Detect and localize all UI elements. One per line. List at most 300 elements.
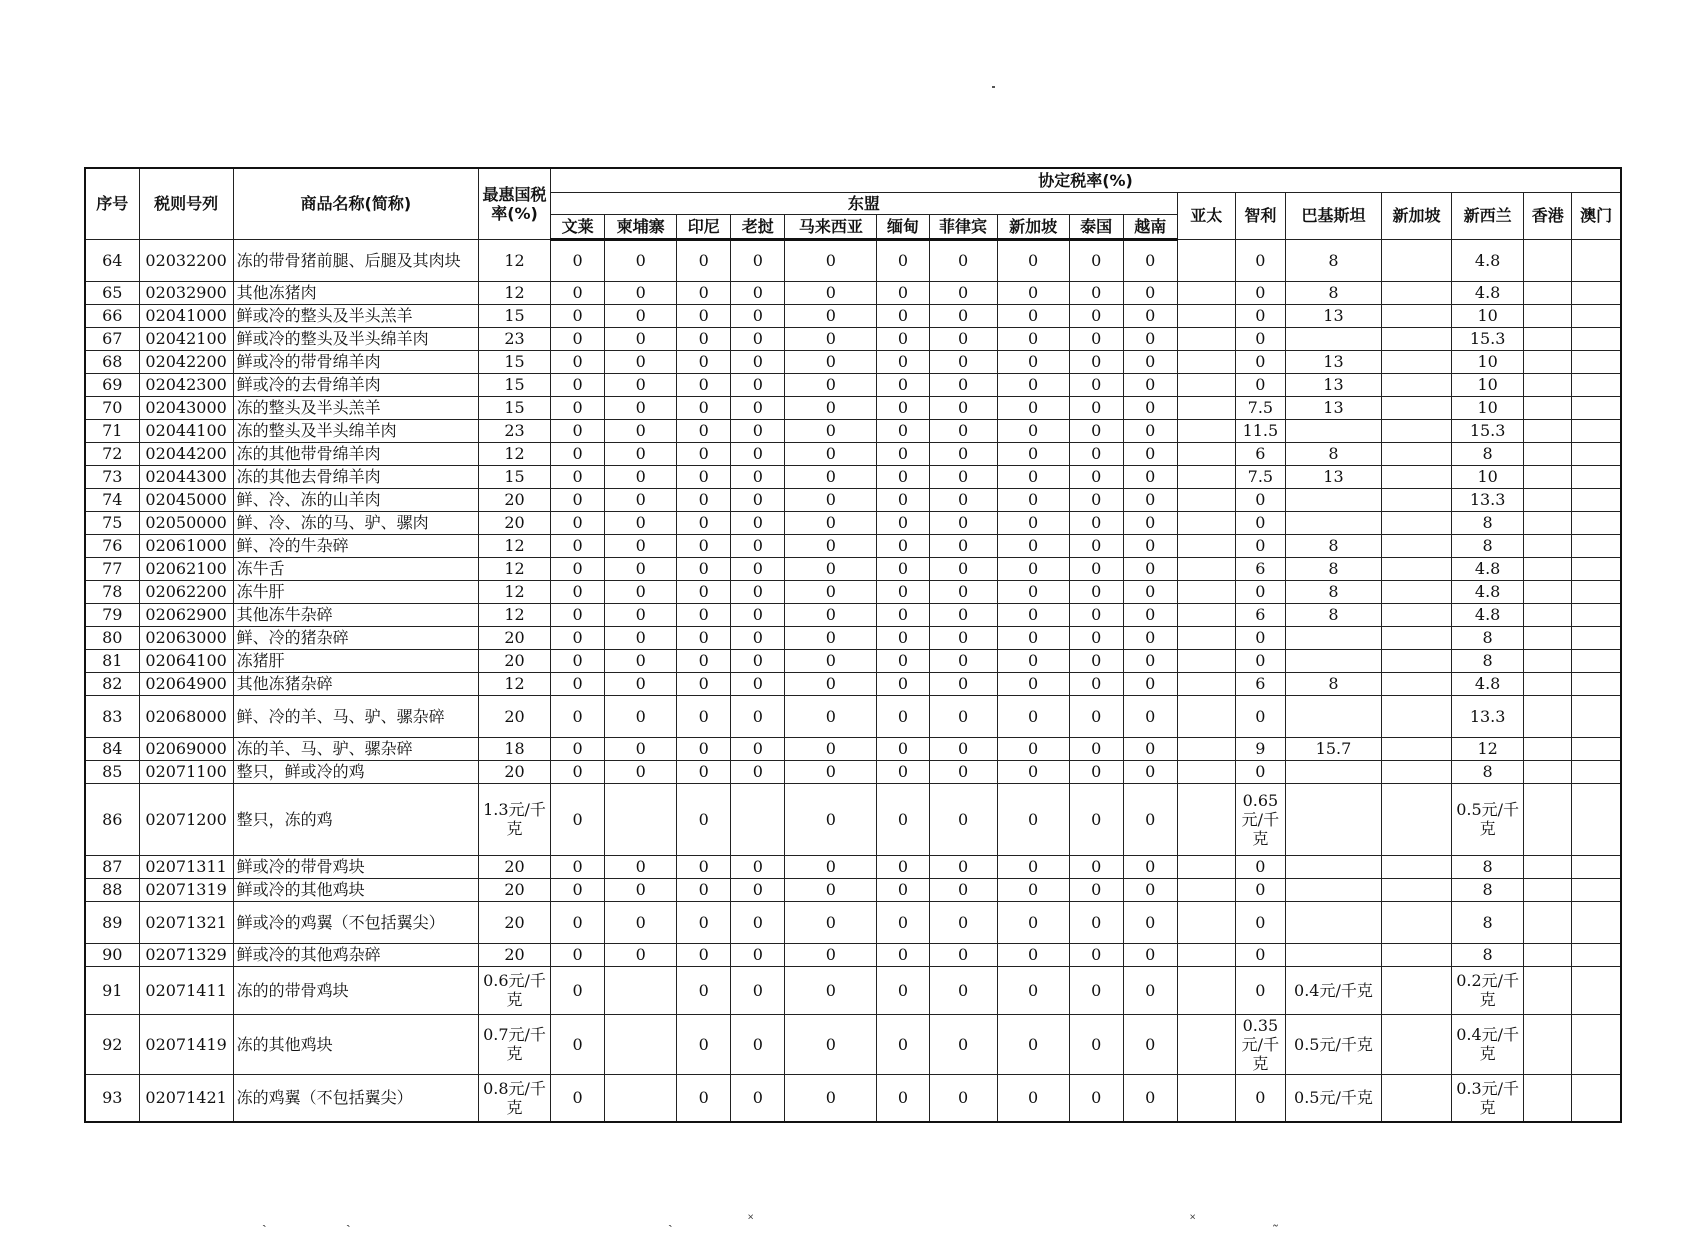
asean-rate-cell: 0 — [877, 327, 929, 350]
asean-rate-cell: 0 — [929, 511, 997, 534]
asean-rate-cell: 0 — [1123, 396, 1177, 419]
asean-rate-cell: 0 — [605, 878, 677, 901]
asean-rate-cell: 0 — [1069, 855, 1123, 878]
apta-rate-cell — [1177, 534, 1235, 557]
code-cell: 02042100 — [139, 327, 233, 350]
hongkong-rate-cell — [1524, 901, 1572, 943]
macau-rate-cell — [1572, 737, 1621, 760]
singapore-rate-cell — [1382, 783, 1452, 855]
product-name-cell: 冻牛肝 — [233, 580, 478, 603]
chile-rate-cell: 0 — [1235, 878, 1285, 901]
table-row — [85, 239, 1621, 281]
agreement-rate-header: 协定税率(%) — [551, 168, 1621, 192]
asean-rate-cell: 0 — [997, 966, 1069, 1014]
asean-rate-cell: 0 — [929, 534, 997, 557]
singapore-rate-cell — [1382, 626, 1452, 649]
asean-rate-cell: 0 — [929, 695, 997, 737]
asean-rate-cell: 0 — [731, 580, 785, 603]
asean-rate-cell: 0 — [1123, 488, 1177, 511]
asean-rate-cell: 0 — [1069, 760, 1123, 783]
hongkong-rate-cell — [1524, 672, 1572, 695]
asean-rate-cell: 0 — [929, 239, 997, 281]
asean-rate-cell: 0 — [929, 304, 997, 327]
hongkong-rate-cell — [1524, 488, 1572, 511]
table-row — [85, 281, 1621, 304]
mfn-rate-cell: 23 — [478, 419, 550, 442]
mfn-rate-cell: 15 — [478, 373, 550, 396]
pakistan-rate-cell — [1285, 649, 1381, 672]
pakistan-rate-cell: 0.4元/千克 — [1285, 966, 1381, 1014]
code-cell: 02071311 — [139, 855, 233, 878]
asean-rate-cell: 0 — [677, 737, 731, 760]
hongkong-rate-cell — [1524, 465, 1572, 488]
macau-rate-cell — [1572, 534, 1621, 557]
asean-rate-cell: 0 — [929, 783, 997, 855]
product-name-cell: 鲜、冷的牛杂碎 — [233, 534, 478, 557]
singapore-rate-cell — [1382, 760, 1452, 783]
hongkong-rate-cell — [1524, 534, 1572, 557]
asean-rate-cell: 0 — [929, 442, 997, 465]
tariff-rows — [85, 239, 1621, 1122]
newzealand-rate-cell: 8 — [1452, 442, 1524, 465]
apta-rate-cell — [1177, 783, 1235, 855]
asean-rate-cell: 0 — [677, 943, 731, 966]
asean-rate-cell: 0 — [731, 966, 785, 1014]
product-name-cell: 冻的的带骨鸡块 — [233, 966, 478, 1014]
asean-rate-cell: 0 — [605, 603, 677, 626]
asean-rate-cell: 0 — [929, 281, 997, 304]
seq-cell: 85 — [85, 760, 139, 783]
mfn-rate-cell: 20 — [478, 488, 550, 511]
singapore-rate-cell — [1382, 419, 1452, 442]
singapore-rate-cell — [1382, 488, 1452, 511]
asean-rate-cell: 0 — [551, 350, 605, 373]
asean-rate-cell: 0 — [551, 603, 605, 626]
asean-rate-cell: 0 — [929, 419, 997, 442]
asean-rate-cell: 0 — [877, 239, 929, 281]
asean-rate-cell: 0 — [1123, 350, 1177, 373]
asean-rate-cell: 0 — [605, 327, 677, 350]
macau-rate-cell — [1572, 350, 1621, 373]
asean-rate-cell — [605, 966, 677, 1014]
asean-rate-cell: 0 — [1069, 442, 1123, 465]
code-cell: 02044200 — [139, 442, 233, 465]
asean-rate-cell: 0 — [997, 1074, 1069, 1122]
asean-rate-cell: 0 — [1069, 626, 1123, 649]
newzealand-rate-cell: 8 — [1452, 901, 1524, 943]
asean-rate-cell — [605, 1074, 677, 1122]
table-row — [85, 442, 1621, 465]
hongkong-rate-cell — [1524, 1014, 1572, 1074]
seq-cell: 78 — [85, 580, 139, 603]
asean-rate-cell: 0 — [551, 1014, 605, 1074]
singapore-rate-cell — [1382, 534, 1452, 557]
macau-rate-cell — [1572, 419, 1621, 442]
pakistan-rate-cell — [1285, 419, 1381, 442]
asean-rate-cell: 0 — [785, 737, 877, 760]
chile-rate-cell: 0 — [1235, 760, 1285, 783]
asean-rate-cell: 0 — [1069, 557, 1123, 580]
mfn-rate-cell: 12 — [478, 534, 550, 557]
apta-rate-cell — [1177, 603, 1235, 626]
chile-rate-cell: 0 — [1235, 327, 1285, 350]
col-hongkong-header: 香港 — [1524, 192, 1572, 239]
hongkong-rate-cell — [1524, 943, 1572, 966]
macau-rate-cell — [1572, 783, 1621, 855]
newzealand-rate-cell: 4.8 — [1452, 672, 1524, 695]
asean-rate-cell: 0 — [731, 465, 785, 488]
asean-rate-cell: 0 — [605, 649, 677, 672]
asean-rate-cell: 0 — [677, 695, 731, 737]
asean-rate-cell: 0 — [551, 783, 605, 855]
asean-rate-cell: 0 — [677, 1014, 731, 1074]
macau-rate-cell — [1572, 557, 1621, 580]
asean-rate-cell: 0 — [677, 419, 731, 442]
asean-rate-cell: 0 — [929, 672, 997, 695]
asean-rate-cell: 0 — [997, 783, 1069, 855]
asean-rate-cell: 0 — [551, 465, 605, 488]
seq-cell: 73 — [85, 465, 139, 488]
chile-rate-cell: 11.5 — [1235, 419, 1285, 442]
apta-rate-cell — [1177, 878, 1235, 901]
asean-rate-cell: 0 — [551, 943, 605, 966]
asean-rate-cell: 0 — [785, 511, 877, 534]
asean-rate-cell: 0 — [731, 901, 785, 943]
asean-rate-cell: 0 — [677, 465, 731, 488]
asean-rate-cell: 0 — [997, 327, 1069, 350]
code-cell: 02062100 — [139, 557, 233, 580]
pakistan-rate-cell: 0.5元/千克 — [1285, 1074, 1381, 1122]
pakistan-rate-cell — [1285, 878, 1381, 901]
hongkong-rate-cell — [1524, 1074, 1572, 1122]
apta-rate-cell — [1177, 943, 1235, 966]
seq-cell: 77 — [85, 557, 139, 580]
asean-rate-cell: 0 — [929, 465, 997, 488]
singapore-rate-cell — [1382, 396, 1452, 419]
asean-rate-cell: 0 — [731, 239, 785, 281]
macau-rate-cell — [1572, 373, 1621, 396]
asean-rate-cell: 0 — [605, 580, 677, 603]
macau-rate-cell — [1572, 943, 1621, 966]
seq-cell: 65 — [85, 281, 139, 304]
seq-cell: 84 — [85, 737, 139, 760]
mfn-rate-cell: 20 — [478, 626, 550, 649]
hongkong-rate-cell — [1524, 966, 1572, 1014]
seq-cell: 80 — [85, 626, 139, 649]
asean-rate-cell: 0 — [877, 783, 929, 855]
table-row — [85, 350, 1621, 373]
seq-cell: 93 — [85, 1074, 139, 1122]
chile-rate-cell: 6 — [1235, 603, 1285, 626]
asean-rate-cell: 0 — [877, 488, 929, 511]
product-name-cell: 鲜或冷的整头及半头绵羊肉 — [233, 327, 478, 350]
apta-rate-cell — [1177, 580, 1235, 603]
macau-rate-cell — [1572, 511, 1621, 534]
table-row — [85, 1074, 1621, 1122]
product-name-cell: 鲜或冷的其他鸡杂碎 — [233, 943, 478, 966]
product-name-cell: 鲜或冷的带骨鸡块 — [233, 855, 478, 878]
pakistan-rate-cell: 8 — [1285, 281, 1381, 304]
singapore-rate-cell — [1382, 327, 1452, 350]
asean-rate-cell: 0 — [677, 580, 731, 603]
asean-rate-cell: 0 — [551, 1074, 605, 1122]
macau-rate-cell — [1572, 672, 1621, 695]
col-asean-member-header: 菲律宾 — [929, 214, 997, 239]
asean-rate-cell: 0 — [929, 626, 997, 649]
seq-cell: 67 — [85, 327, 139, 350]
newzealand-rate-cell: 10 — [1452, 465, 1524, 488]
asean-rate-cell: 0 — [785, 534, 877, 557]
asean-rate-cell: 0 — [877, 1014, 929, 1074]
pakistan-rate-cell: 13 — [1285, 304, 1381, 327]
singapore-rate-cell — [1382, 465, 1452, 488]
table-row — [85, 672, 1621, 695]
asean-rate-cell: 0 — [605, 442, 677, 465]
hongkong-rate-cell — [1524, 557, 1572, 580]
asean-rate-cell: 0 — [785, 442, 877, 465]
table-row — [85, 373, 1621, 396]
chile-rate-cell: 0 — [1235, 943, 1285, 966]
chile-rate-cell: 6 — [1235, 442, 1285, 465]
asean-rate-cell: 0 — [1123, 878, 1177, 901]
asean-rate-cell: 0 — [551, 855, 605, 878]
singapore-rate-cell — [1382, 901, 1452, 943]
table-row — [85, 737, 1621, 760]
asean-rate-cell: 0 — [997, 488, 1069, 511]
asean-rate-cell: 0 — [551, 760, 605, 783]
mfn-rate-cell: 12 — [478, 442, 550, 465]
asean-rate-cell: 0 — [677, 281, 731, 304]
code-cell: 02032900 — [139, 281, 233, 304]
mfn-rate-cell: 20 — [478, 901, 550, 943]
asean-rate-cell: 0 — [785, 373, 877, 396]
seq-cell: 92 — [85, 1014, 139, 1074]
asean-rate-cell: 0 — [1123, 327, 1177, 350]
asean-rate-cell: 0 — [877, 878, 929, 901]
pakistan-rate-cell — [1285, 488, 1381, 511]
table-row — [85, 943, 1621, 966]
asean-rate-cell: 0 — [605, 396, 677, 419]
asean-rate-cell: 0 — [929, 649, 997, 672]
newzealand-rate-cell: 0.2元/千克 — [1452, 966, 1524, 1014]
asean-rate-cell: 0 — [731, 511, 785, 534]
pakistan-rate-cell — [1285, 855, 1381, 878]
asean-rate-cell: 0 — [785, 1074, 877, 1122]
asean-rate-cell: 0 — [1069, 465, 1123, 488]
code-cell: 02071419 — [139, 1014, 233, 1074]
asean-rate-cell: 0 — [1123, 603, 1177, 626]
col-asean-member-header: 越南 — [1123, 214, 1177, 239]
asean-rate-cell: 0 — [551, 966, 605, 1014]
asean-rate-cell: 0 — [551, 304, 605, 327]
code-cell: 02043000 — [139, 396, 233, 419]
mfn-rate-cell: 20 — [478, 760, 550, 783]
asean-rate-cell: 0 — [605, 672, 677, 695]
hongkong-rate-cell — [1524, 419, 1572, 442]
asean-rate-cell: 0 — [997, 901, 1069, 943]
macau-rate-cell — [1572, 878, 1621, 901]
asean-rate-cell: 0 — [1069, 695, 1123, 737]
table-row — [85, 396, 1621, 419]
asean-rate-cell: 0 — [1069, 327, 1123, 350]
asean-rate-cell: 0 — [929, 1074, 997, 1122]
code-cell: 02064100 — [139, 649, 233, 672]
newzealand-rate-cell: 8 — [1452, 511, 1524, 534]
asean-rate-cell: 0 — [605, 695, 677, 737]
code-cell: 02042300 — [139, 373, 233, 396]
asean-rate-cell: 0 — [785, 760, 877, 783]
asean-rate-cell: 0 — [1123, 373, 1177, 396]
asean-rate-cell: 0 — [677, 966, 731, 1014]
asean-rate-cell: 0 — [731, 534, 785, 557]
asean-rate-cell: 0 — [1069, 511, 1123, 534]
asean-rate-cell: 0 — [731, 878, 785, 901]
asean-rate-cell: 0 — [997, 304, 1069, 327]
pakistan-rate-cell: 13 — [1285, 350, 1381, 373]
asean-rate-cell: 0 — [731, 603, 785, 626]
code-cell: 02032200 — [139, 239, 233, 281]
chile-rate-cell: 0.35元/千克 — [1235, 1014, 1285, 1074]
macau-rate-cell — [1572, 855, 1621, 878]
seq-cell: 70 — [85, 396, 139, 419]
product-name-cell: 鲜或冷的带骨绵羊肉 — [233, 350, 478, 373]
seq-cell: 81 — [85, 649, 139, 672]
pakistan-rate-cell — [1285, 626, 1381, 649]
chile-rate-cell: 0 — [1235, 855, 1285, 878]
chile-rate-cell: 0 — [1235, 626, 1285, 649]
chile-rate-cell: 0 — [1235, 239, 1285, 281]
product-name-cell: 冻的羊、马、驴、骡杂碎 — [233, 737, 478, 760]
asean-rate-cell: 0 — [997, 239, 1069, 281]
asean-rate-cell: 0 — [1123, 783, 1177, 855]
chile-rate-cell: 0 — [1235, 649, 1285, 672]
newzealand-rate-cell: 8 — [1452, 760, 1524, 783]
seq-cell: 89 — [85, 901, 139, 943]
col-chile-header: 智利 — [1235, 192, 1285, 239]
asean-rate-cell: 0 — [785, 396, 877, 419]
col-mfn-header: 最惠国税率(%) — [478, 168, 550, 239]
macau-rate-cell — [1572, 442, 1621, 465]
singapore-rate-cell — [1382, 943, 1452, 966]
col-macau-header: 澳门 — [1572, 192, 1621, 239]
pakistan-rate-cell: 8 — [1285, 580, 1381, 603]
macau-rate-cell — [1572, 603, 1621, 626]
macau-rate-cell — [1572, 695, 1621, 737]
newzealand-rate-cell: 10 — [1452, 350, 1524, 373]
apta-rate-cell — [1177, 350, 1235, 373]
asean-rate-cell: 0 — [605, 304, 677, 327]
product-name-cell: 冻的整头及半头羔羊 — [233, 396, 478, 419]
asean-rate-cell: 0 — [1123, 737, 1177, 760]
singapore-rate-cell — [1382, 1074, 1452, 1122]
code-cell: 02062200 — [139, 580, 233, 603]
asean-rate-cell: 0 — [605, 373, 677, 396]
seq-cell: 69 — [85, 373, 139, 396]
seq-cell: 76 — [85, 534, 139, 557]
hongkong-rate-cell — [1524, 511, 1572, 534]
chile-rate-cell: 0 — [1235, 350, 1285, 373]
asean-rate-cell: 0 — [877, 695, 929, 737]
chile-rate-cell: 0 — [1235, 304, 1285, 327]
product-name-cell: 鲜或冷的整头及半头羔羊 — [233, 304, 478, 327]
macau-rate-cell — [1572, 281, 1621, 304]
chile-rate-cell: 0 — [1235, 373, 1285, 396]
asean-rate-cell: 0 — [551, 327, 605, 350]
code-cell: 02068000 — [139, 695, 233, 737]
macau-rate-cell — [1572, 901, 1621, 943]
asean-rate-cell: 0 — [551, 901, 605, 943]
apta-rate-cell — [1177, 1014, 1235, 1074]
apta-rate-cell — [1177, 488, 1235, 511]
asean-rate-cell: 0 — [677, 626, 731, 649]
asean-rate-cell: 0 — [1069, 1074, 1123, 1122]
code-cell: 02042200 — [139, 350, 233, 373]
macau-rate-cell — [1572, 1074, 1621, 1122]
asean-rate-cell: 0 — [1069, 304, 1123, 327]
macau-rate-cell — [1572, 626, 1621, 649]
asean-rate-cell: 0 — [551, 649, 605, 672]
table-row — [85, 603, 1621, 626]
pakistan-rate-cell: 13 — [1285, 465, 1381, 488]
code-cell: 02063000 — [139, 626, 233, 649]
hongkong-rate-cell — [1524, 878, 1572, 901]
singapore-rate-cell — [1382, 603, 1452, 626]
col-name-header: 商品名称(简称) — [233, 168, 478, 239]
asean-rate-cell: 0 — [551, 511, 605, 534]
col-asean-member-header: 文莱 — [551, 214, 605, 239]
asean-rate-cell: 0 — [785, 304, 877, 327]
mfn-rate-cell: 15 — [478, 396, 550, 419]
hongkong-rate-cell — [1524, 760, 1572, 783]
product-name-cell: 鲜、冷、冻的马、驴、骡肉 — [233, 511, 478, 534]
asean-rate-cell: 0 — [877, 901, 929, 943]
asean-rate-cell: 0 — [605, 943, 677, 966]
asean-rate-cell: 0 — [877, 855, 929, 878]
asean-rate-cell: 0 — [551, 878, 605, 901]
asean-rate-cell: 0 — [929, 327, 997, 350]
pakistan-rate-cell — [1285, 511, 1381, 534]
hongkong-rate-cell — [1524, 580, 1572, 603]
newzealand-rate-cell: 15.3 — [1452, 327, 1524, 350]
mfn-rate-cell: 20 — [478, 878, 550, 901]
chile-rate-cell: 7.5 — [1235, 465, 1285, 488]
table-row — [85, 534, 1621, 557]
pakistan-rate-cell: 8 — [1285, 603, 1381, 626]
pakistan-rate-cell — [1285, 943, 1381, 966]
pakistan-rate-cell — [1285, 901, 1381, 943]
asean-rate-cell: 0 — [1123, 855, 1177, 878]
mfn-rate-cell: 20 — [478, 695, 550, 737]
asean-rate-cell: 0 — [1069, 603, 1123, 626]
chile-rate-cell: 0 — [1235, 281, 1285, 304]
chile-rate-cell: 0.65元/千克 — [1235, 783, 1285, 855]
asean-rate-cell: 0 — [677, 760, 731, 783]
asean-rate-cell: 0 — [1069, 373, 1123, 396]
asean-rate-cell: 0 — [877, 557, 929, 580]
chile-rate-cell: 6 — [1235, 672, 1285, 695]
asean-rate-cell: 0 — [929, 396, 997, 419]
product-name-cell: 其他冻猪肉 — [233, 281, 478, 304]
asean-rate-cell: 0 — [677, 878, 731, 901]
code-cell: 02071200 — [139, 783, 233, 855]
hongkong-rate-cell — [1524, 239, 1572, 281]
asean-rate-cell: 0 — [677, 442, 731, 465]
col-singapore-header: 新加坡 — [1382, 192, 1452, 239]
table-row — [85, 465, 1621, 488]
asean-rate-cell: 0 — [997, 672, 1069, 695]
product-name-cell: 冻的其他鸡块 — [233, 1014, 478, 1074]
asean-rate-cell: 0 — [785, 239, 877, 281]
